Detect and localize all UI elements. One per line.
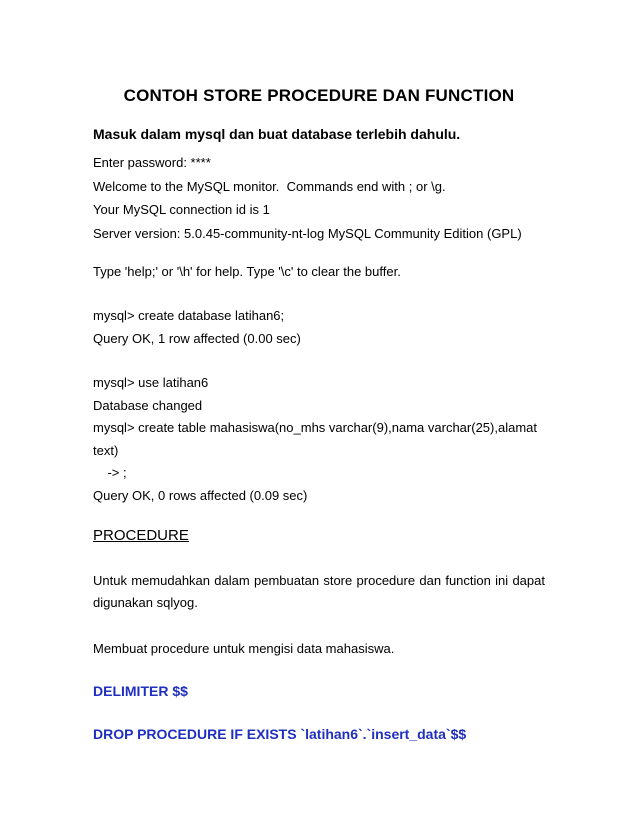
paragraph: Untuk memudahkan dalam pembuatan store procedure dan function ini dapat digunakan sqlyog. (93, 573, 545, 610)
console-line: mysql> use latihan6 (93, 375, 209, 390)
intro-heading: Masuk dalam mysql dan buat database terlebih dahulu. (93, 126, 461, 142)
console-line: Type 'help;' or '\h' for help. Type '\c' to clear the buffer. (93, 264, 401, 279)
console-line: mysql> create database latihan6; (93, 308, 285, 323)
console-line: mysql> create table mahasiswa(no_mhs varchar(9),nama varchar(25),alamat (93, 420, 537, 435)
console-line: Query OK, 0 rows affected (0.09 sec) (93, 488, 308, 503)
console-line: Query OK, 1 row affected (0.00 sec) (93, 331, 301, 346)
console-line: text) (93, 443, 119, 458)
console-line: Your MySQL connection id is 1 (93, 202, 270, 217)
console-line: Welcome to the MySQL monitor. Commands end with ; or \g. (93, 179, 446, 194)
code-line: DELIMITER $$ (93, 683, 188, 699)
code-line: DROP PROCEDURE IF EXISTS `latihan6`.`insert_data`$$ (93, 726, 467, 742)
console-line: Enter password: **** (93, 155, 211, 170)
section-heading: PROCEDURE (93, 527, 189, 544)
document-title: CONTOH STORE PROCEDURE DAN FUNCTION (123, 86, 515, 105)
console-line: -> ; (93, 465, 127, 480)
paragraph: Membuat procedure untuk mengisi data mahasiswa. (93, 641, 395, 656)
console-line: Server version: 5.0.45-community-nt-log MySQL Community Edition (GPL) (93, 226, 522, 241)
console-line: Database changed (93, 398, 203, 413)
